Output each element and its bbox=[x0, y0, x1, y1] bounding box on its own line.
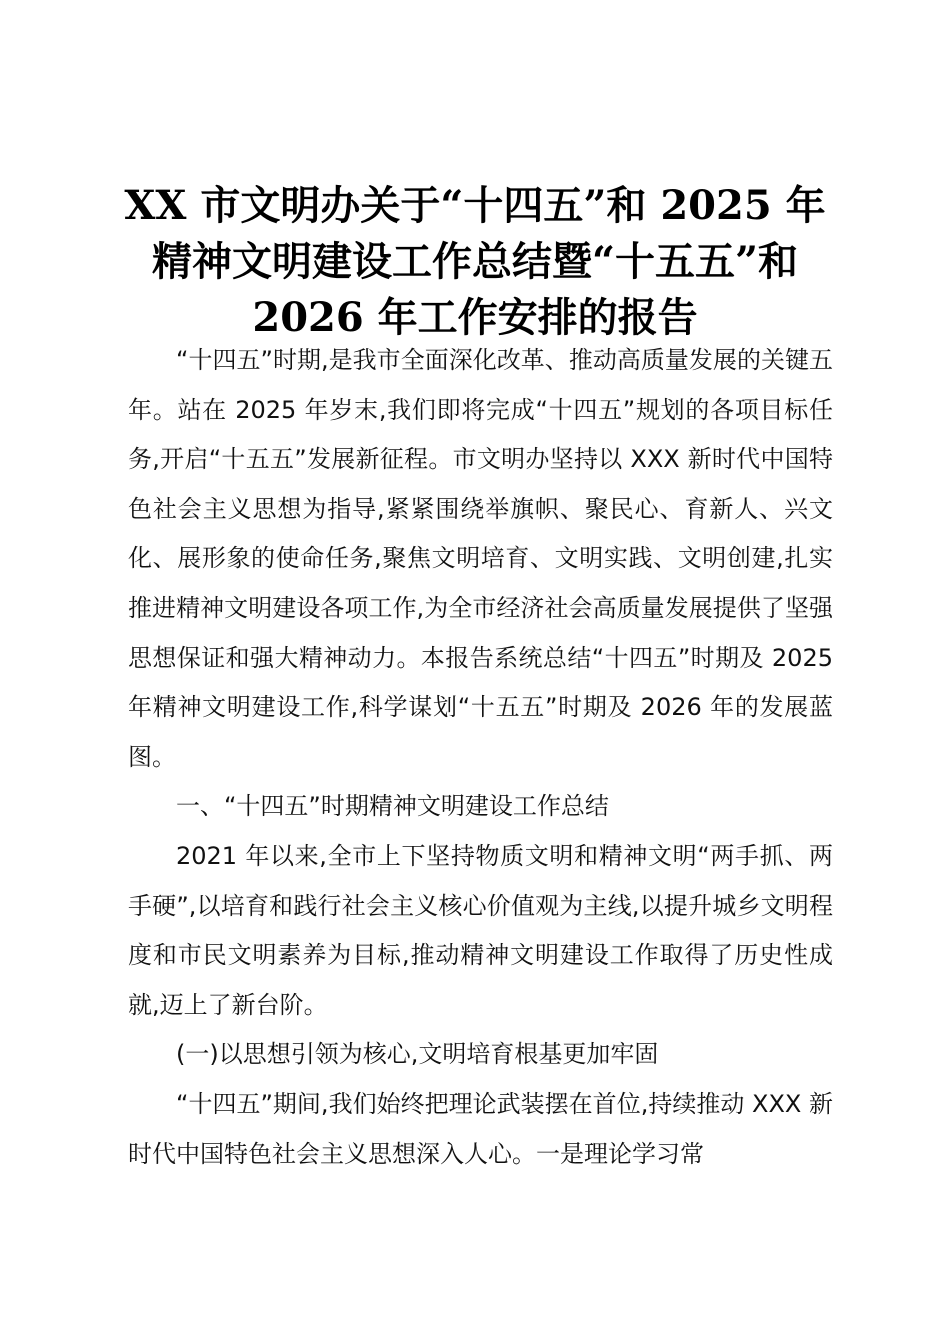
document-body bbox=[128, 336, 833, 1179]
title-line-3: 2026 年工作安排的报告 bbox=[252, 294, 698, 341]
section-heading-1: 一、“十四五”时期精神文明建设工作总结 bbox=[176, 792, 609, 821]
subsection-1-paragraph: “十四五”期间,我们始终把理论武装摆在首位,持续推动 XXX 新时代中国特色社会主义思想深入人心。一是理论学习常 bbox=[128, 1089, 833, 1168]
document-title bbox=[110, 178, 840, 346]
title-line-1: XX 市文明办关于“十四五”和 2025 年 bbox=[124, 182, 826, 229]
subsection-heading-1: (一)以思想引领为核心,文明培育根基更加牢固 bbox=[176, 1040, 659, 1069]
title-line-2: 精神文明建设工作总结暨“十五五”和 bbox=[151, 238, 798, 285]
intro-paragraph: “十四五”时期,是我市全面深化改革、推动高质量发展的关键五年。站在 2025 年岁末,我们即将完成“十四五”规划的各项目标任务,开启“十五五”发展新征程。市文明办坚持以 XXX 新时代中国特色社会主义思想为指导,紧紧围绕举旗帜、聚民心、育新人、兴文化、展形象的使命任务,聚焦文明培育、文明实践、文明创建,扎实推进精神文明建设各项工作,为全市经济社会高质量发展提供了坚强思想保证和强大精神动力。本报告系统总结“十四五”时期及 2025 年精神文明建设工作,科学谋划“十五五”时期及 2026 年的发展蓝图。 bbox=[128, 346, 833, 771]
section-1-paragraph: 2021 年以来,全市上下坚持物质文明和精神文明“两手抓、两手硬”,以培育和践行社会主义核心价值观为主线,以提升城乡文明程度和市民文明素养为目标,推动精神文明建设工作取得了历史性成就,迈上了新台阶。 bbox=[128, 841, 833, 1019]
